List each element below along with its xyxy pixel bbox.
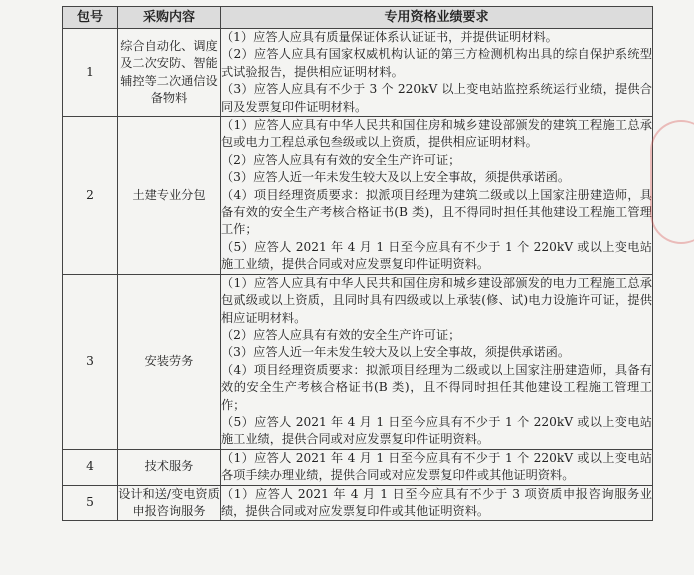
requirements-cell (221, 485, 653, 521)
requirements-cell (221, 29, 653, 117)
requirement-line: （4）项目经理资质要求：拟派项目经理为建筑二级或以上国家注册建造师，具备有效的安全生产考核合格证书(B 类)，且不得同时担任其他建设工程施工管理工作； (221, 187, 652, 237)
requirement-line: （1）应答人 2021 年 4 月 1 日至今应具有不少于 3 项资质申报咨询服务业绩，提供合同或对应发票复印件或其他证明资料。 (221, 486, 652, 518)
red-seal-stamp (650, 120, 694, 244)
header-qualification-requirements: 专用资格业绩要求 (221, 7, 653, 29)
header-procurement-content: 采购内容 (118, 7, 221, 29)
header-package-no: 包号 (63, 7, 118, 29)
requirements-cell (221, 274, 653, 449)
table-row (63, 117, 653, 275)
requirement-line: （3）应答人应具有不少于 3 个 220kV 以上变电站监控系统运行业绩，提供合同及发票复印件证明材料。 (221, 82, 652, 114)
requirement-line: （2）应答人应具有国家权威机构认证的第三方检测机构出具的综自保护系统型式试验报告，提供相应证明材料。 (221, 47, 652, 79)
requirements-table (62, 6, 653, 521)
requirement-line: （1）应答人应具有中华人民共和国住房和城乡建设部颁发的电力工程施工总承包贰级或以上资质，且同时具有四级或以上承装(修、试)电力设施许可证，提供相应证明材料。 (221, 275, 652, 325)
table-row (63, 485, 653, 521)
requirements-cell (221, 449, 653, 485)
requirements-cell (221, 117, 653, 275)
requirement-line: （5）应答人 2021 年 4 月 1 日至今应具有不少于 1 个 220kV 或以上变电站施工业绩，提供合同或对应发票复印件证明资料。 (221, 414, 652, 447)
procurement-content: 综合自动化、调度及二次安防、智能辅控等二次通信设备物料 (118, 29, 221, 117)
requirement-line: （4）项目经理资质要求：拟派项目经理为二级或以上国家注册建造师，具备有效的安全生产考核合格证书(B 类)，且不得同时担任其他建设工程施工管理工作； (221, 362, 652, 412)
table-header-row (63, 7, 653, 29)
procurement-content: 土建专业分包 (118, 117, 221, 275)
requirement-line: （3）应答人近一年未发生较大及以上安全事故，须提供承诺函。 (221, 170, 571, 185)
requirement-line: （1）应答人应具有质量保证体系认证证书，并提供证明材料。 (221, 30, 558, 44)
requirement-line: （1）应答人应具有中华人民共和国住房和城乡建设部颁发的建筑工程施工总承包或电力工程总承包叁级或以上资质，提供相应证明材料。 (221, 118, 652, 150)
table-row (63, 29, 653, 117)
procurement-content: 设计和送/变电资质申报咨询服务 (118, 485, 221, 521)
table-row (63, 274, 653, 449)
procurement-content: 安装劳务 (118, 274, 221, 449)
package-number: 3 (63, 274, 118, 449)
requirement-line: （1）应答人 2021 年 4 月 1 日至今应具有不少于 1 个 220kV 或以上变电站各项手续办理业绩，提供合同或对应发票复印件或其他证明资料。 (221, 450, 652, 483)
package-number: 5 (63, 485, 118, 521)
package-number: 4 (63, 449, 118, 485)
requirement-line: （2）应答人应具有有效的安全生产许可证； (221, 152, 461, 167)
requirement-line: （3）应答人近一年未发生较大及以上安全事故，须提供承诺函。 (221, 345, 571, 360)
requirement-line: （5）应答人 2021 年 4 月 1 日至今应具有不少于 1 个 220kV 或以上变电站施工业绩，提供合同或对应发票复印件证明资料。 (221, 239, 652, 272)
requirement-line: （2）应答人应具有有效的安全生产许可证； (221, 327, 461, 342)
package-number: 2 (63, 117, 118, 275)
table-row (63, 449, 653, 485)
package-number: 1 (63, 29, 118, 117)
procurement-content: 技术服务 (118, 449, 221, 485)
